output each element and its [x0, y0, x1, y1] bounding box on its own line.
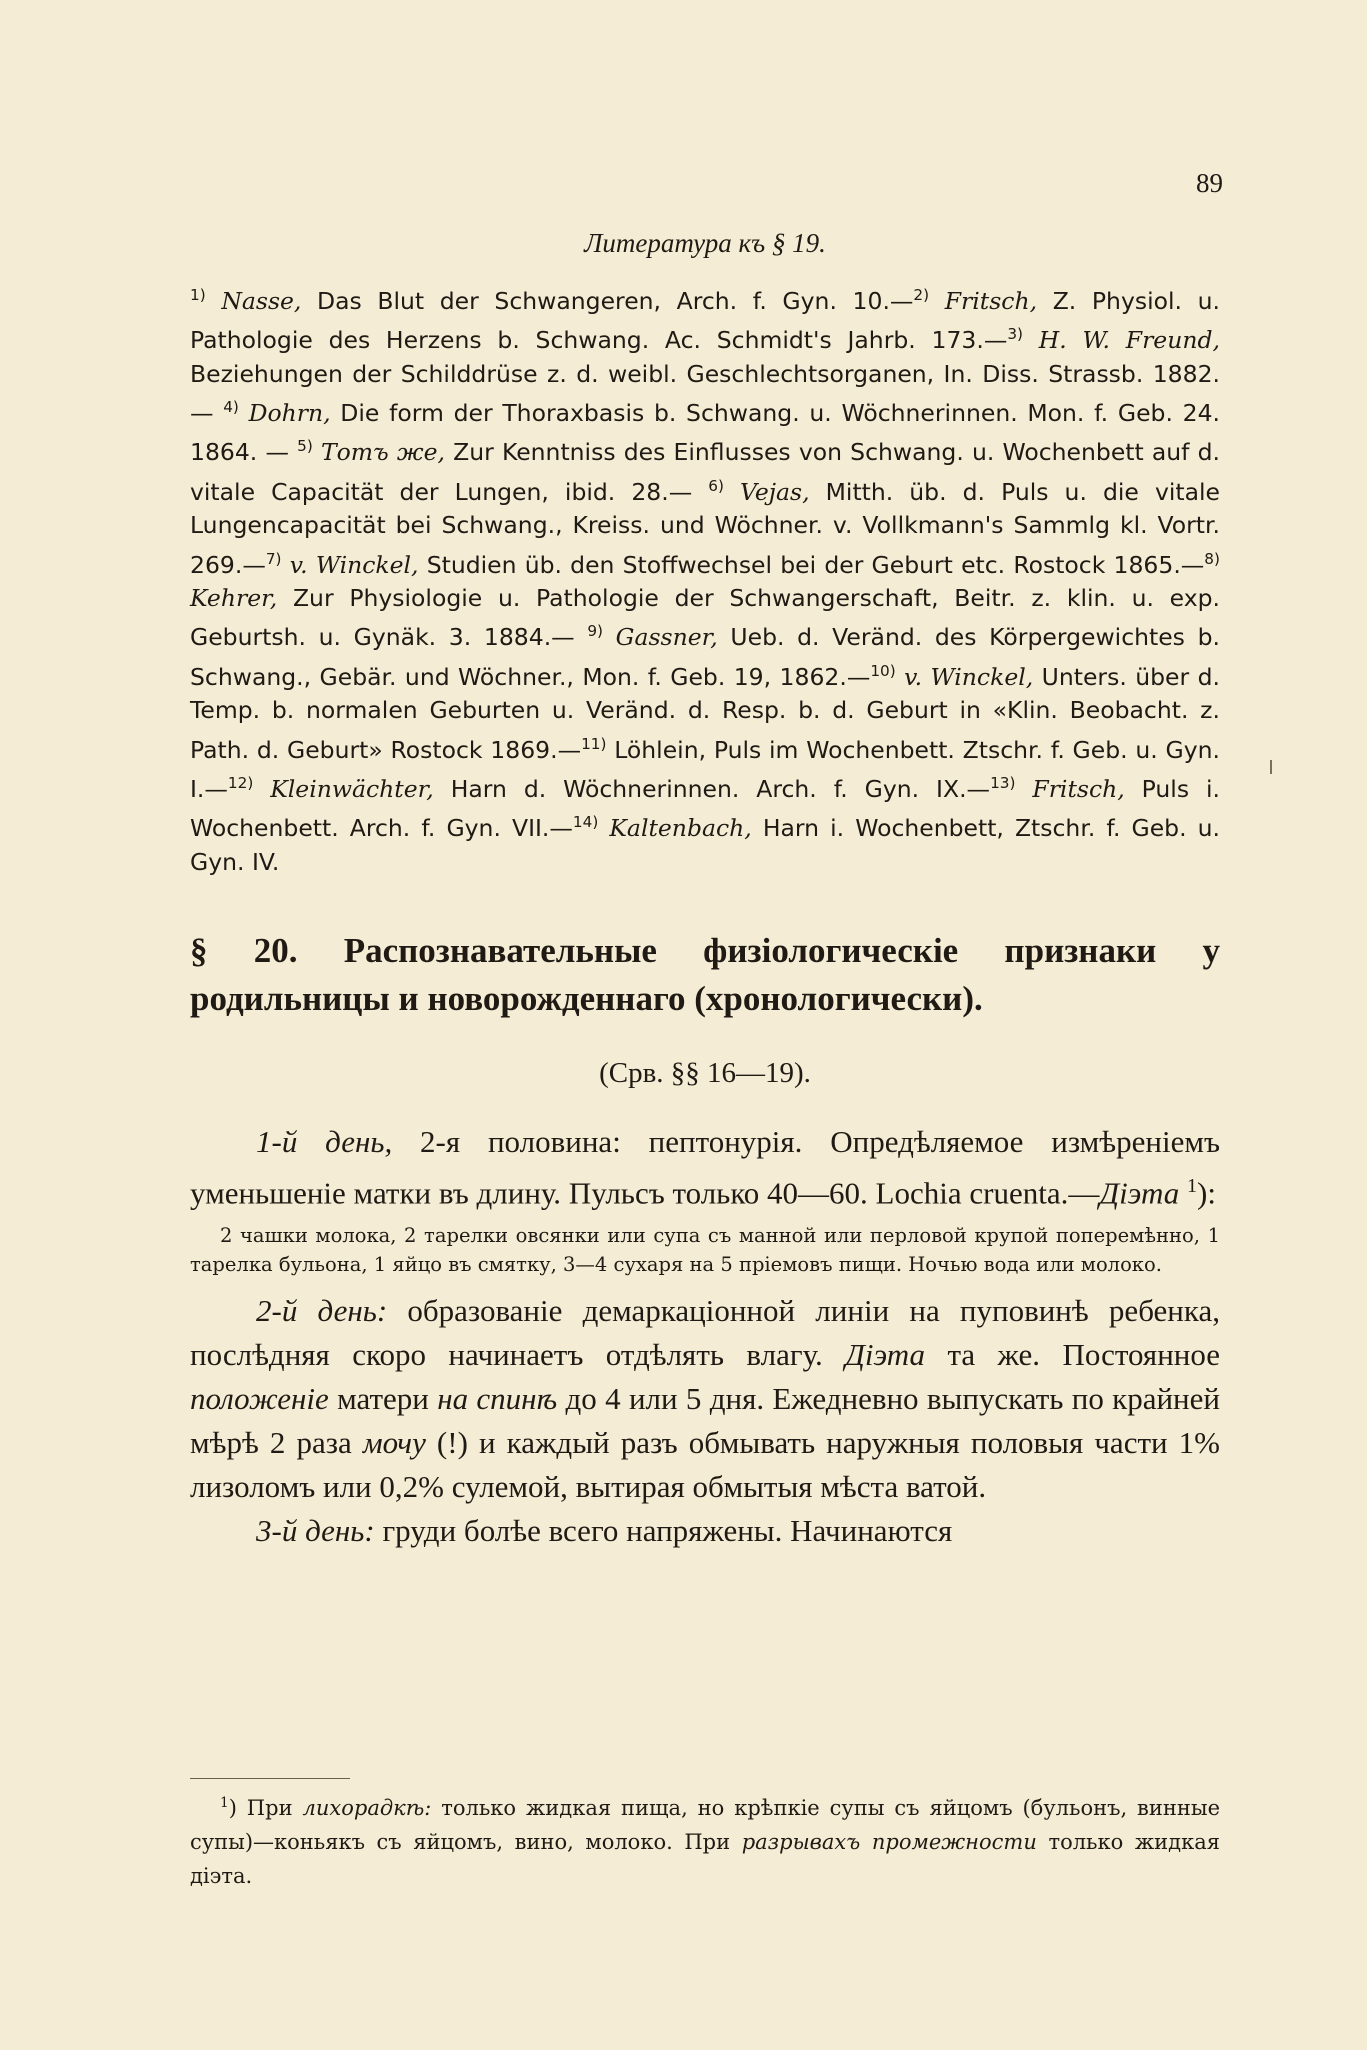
reference-author: v. Winckel, — [904, 662, 1034, 691]
page-body — [190, 228, 1220, 1553]
reference-author: Gassner, — [615, 623, 718, 652]
section-number: § 20. — [190, 931, 298, 971]
reference-text: Studien üb. den Stoffwechsel bei der Geburt etc. Rostock 1865.— — [418, 550, 1205, 579]
reference-author: Dohrn, — [248, 398, 331, 427]
reference-text: Puls i. Wochenbett. Arch. f. Gyn. VII.— — [190, 774, 1220, 843]
day2-text-2: та же. Постоянное — [925, 1337, 1221, 1373]
reference-text: Unters. über d. Temp. b. normalen Geburten u. Veränd. d. Resp. b. d. Geburt in «Klin. Beobacht. z. Path. d. Geburt» Rostock 1869.— — [190, 662, 1220, 764]
day3-text: груди болѣе всего напряжены. Начинаются — [374, 1513, 953, 1549]
reference-author: Fritsch, — [944, 286, 1038, 315]
reference-number: 9) — [587, 622, 603, 641]
reference-text: Mitth. üb. d. Puls u. die vitale Lungencapacität bei Schwang., Kreiss. und Wöchner. v. Vollkmann's Sammlg kl. Vortr. 269.— — [190, 477, 1220, 579]
reference-number: 4) — [223, 398, 239, 417]
reference-text: Zur Kenntniss des Einflusses von Schwang. u. Wochenbett auf d. vitale Capacität der Lungen, ibid. 28.— — [190, 438, 1220, 506]
reference-author: Тотъ же, — [320, 438, 445, 467]
reference-number: 10) — [870, 661, 896, 680]
reference-text: Die form der Thoraxbasis b. Schwang. u. Wöchnerinnen. Mon. f. Geb. 24. 1864. — — [190, 398, 1220, 467]
reference-text: Harn d. Wöchnerinnen. Arch. f. Gyn. IX.— — [433, 774, 991, 803]
footnote-divider — [190, 1778, 350, 1779]
literature-references — [190, 279, 1220, 879]
section-title-text: Распознавательные физіологическіе признаки у родильницы и новорожденнаго (хронологически). — [190, 931, 1221, 1019]
margin-mark — [1270, 760, 1272, 774]
reference-number: 5) — [297, 437, 313, 456]
footnote-number: 1 — [220, 1795, 229, 1811]
day3-label: 3-й день: — [256, 1513, 375, 1549]
cross-reference: (Срв. §§ 16—19). — [599, 1057, 811, 1090]
reference-number: 6) — [708, 476, 724, 495]
reference-number: 7) — [265, 549, 282, 568]
reference-number: 12) — [227, 773, 254, 792]
footnote-fever-label: лихорадкѣ: — [302, 1796, 432, 1820]
reference-number: 3) — [1007, 325, 1024, 344]
footnote-text-1: ) При — [228, 1796, 303, 1820]
footnote — [190, 1786, 1220, 1893]
page-number: 89 — [1196, 168, 1223, 198]
reference-author: Kehrer, — [190, 583, 278, 612]
day2-text-4: до 4 или 5 дня. Ежедневно выпускать по крайней мѣрѣ 2 раза — [190, 1381, 1220, 1461]
day2-text-1: образованіе демаркаціонной линіи на пуповинѣ ребенка, послѣдняя скоро начинаетъ отдѣлять влагу. — [190, 1293, 1221, 1373]
reference-number: 8) — [1204, 549, 1220, 568]
reference-author: v. Winckel, — [289, 550, 419, 579]
day1-label: 1-й день, — [256, 1124, 393, 1160]
day1-text-end: ): — [1197, 1175, 1216, 1211]
day2-urine-label: мочу — [362, 1425, 426, 1461]
reference-text: Löhlein, Puls im Wochenbett. Ztschr. f. Geb. u. Gyn. I.— — [190, 735, 1220, 803]
reference-author: Vejas, — [740, 477, 810, 506]
diet-detail: 2 чашки молока, 2 тарелки овсянки или супа съ манной или перловой крупой поперемѣнно, 1 тарелка бульона, 1 яйцо въ смятку, 3—4 сухаря на 5 пріемовъ пищи. Ночью вода или молоко. — [190, 1224, 1220, 1277]
day2-diet-label: Діэта — [845, 1337, 926, 1373]
reference-number: 13) — [990, 773, 1016, 792]
day2-position-label: положеніе — [190, 1381, 329, 1417]
day1-text: 2-я половина: пептонурія. Опредѣляемое измѣреніемъ уменьшеніе матки въ длину. Пульсъ только 40—60. Lochia cruenta.— — [190, 1124, 1220, 1211]
day2-paragraph — [190, 1289, 1220, 1509]
day1-paragraph — [190, 1120, 1220, 1215]
reference-text: Beziehungen der Schilddrüse z. d. weibl. Geschlechtsorganen, In. Diss. Strassb. 1882. — — [190, 359, 1220, 427]
reference-author: H. W. Freund, — [1038, 326, 1220, 355]
day2-text-3: матери — [328, 1381, 438, 1417]
reference-author: Nasse, — [221, 286, 302, 315]
footnote-text-2: только жидкая пища, но крѣпкіе супы съ яйцомъ (бульонъ, винные супы)—коньякъ съ яйцомъ, вино, молоко. При — [190, 1796, 1220, 1854]
section-title — [190, 927, 1220, 1023]
day2-label: 2-й день: — [256, 1293, 388, 1329]
reference-text: Z. Physiol. u. Pathologie des Herzens b. Schwang. Ac. Schmidt's Jahrb. 173.— — [190, 286, 1220, 355]
day2-back-label: на спинѣ — [437, 1381, 558, 1417]
reference-number: 11) — [581, 734, 607, 753]
day3-paragraph — [190, 1509, 1220, 1553]
reference-text: Zur Physiologie u. Pathologie der Schwangerschaft, Beitr. z. klin. u. exp. Geburtsh. u. Gynäk. 3. 1884.— — [190, 583, 1220, 652]
footnote-tears-label: разрывахъ промежности — [741, 1830, 1037, 1854]
day2-text-5: (!) и каждый разъ обмывать наружныя половыя части 1% лизоломъ или 0,2% сулемой, вытирая обмытыя мѣста ватой. — [190, 1425, 1220, 1505]
reference-number: 1) — [190, 286, 206, 304]
day1-diet-label: Діэта — [1099, 1175, 1180, 1211]
reference-author: Fritsch, — [1032, 774, 1125, 803]
footnote-marker: 1 — [1186, 1175, 1198, 1198]
reference-text: Harn i. Wochenbett, Ztschr. f. Geb. u. Gyn. IV. — [190, 814, 1220, 876]
reference-text: Das Blut der Schwangeren, Arch. f. Gyn. 10.— — [301, 286, 914, 315]
reference-number: 14) — [572, 813, 599, 832]
literature-heading: Литература къ § 19. — [584, 228, 826, 258]
reference-author: Kaltenbach, — [609, 814, 752, 843]
reference-author: Kleinwächter, — [270, 774, 434, 803]
reference-text: Ueb. d. Veränd. des Körpergewichtes b. Schwang., Gebär. und Wöchner., Mon. f. Geb. 19, 1862.— — [190, 623, 1220, 691]
reference-number: 2) — [913, 286, 930, 304]
footnote-text-3: только жидкая діэта. — [190, 1830, 1220, 1888]
